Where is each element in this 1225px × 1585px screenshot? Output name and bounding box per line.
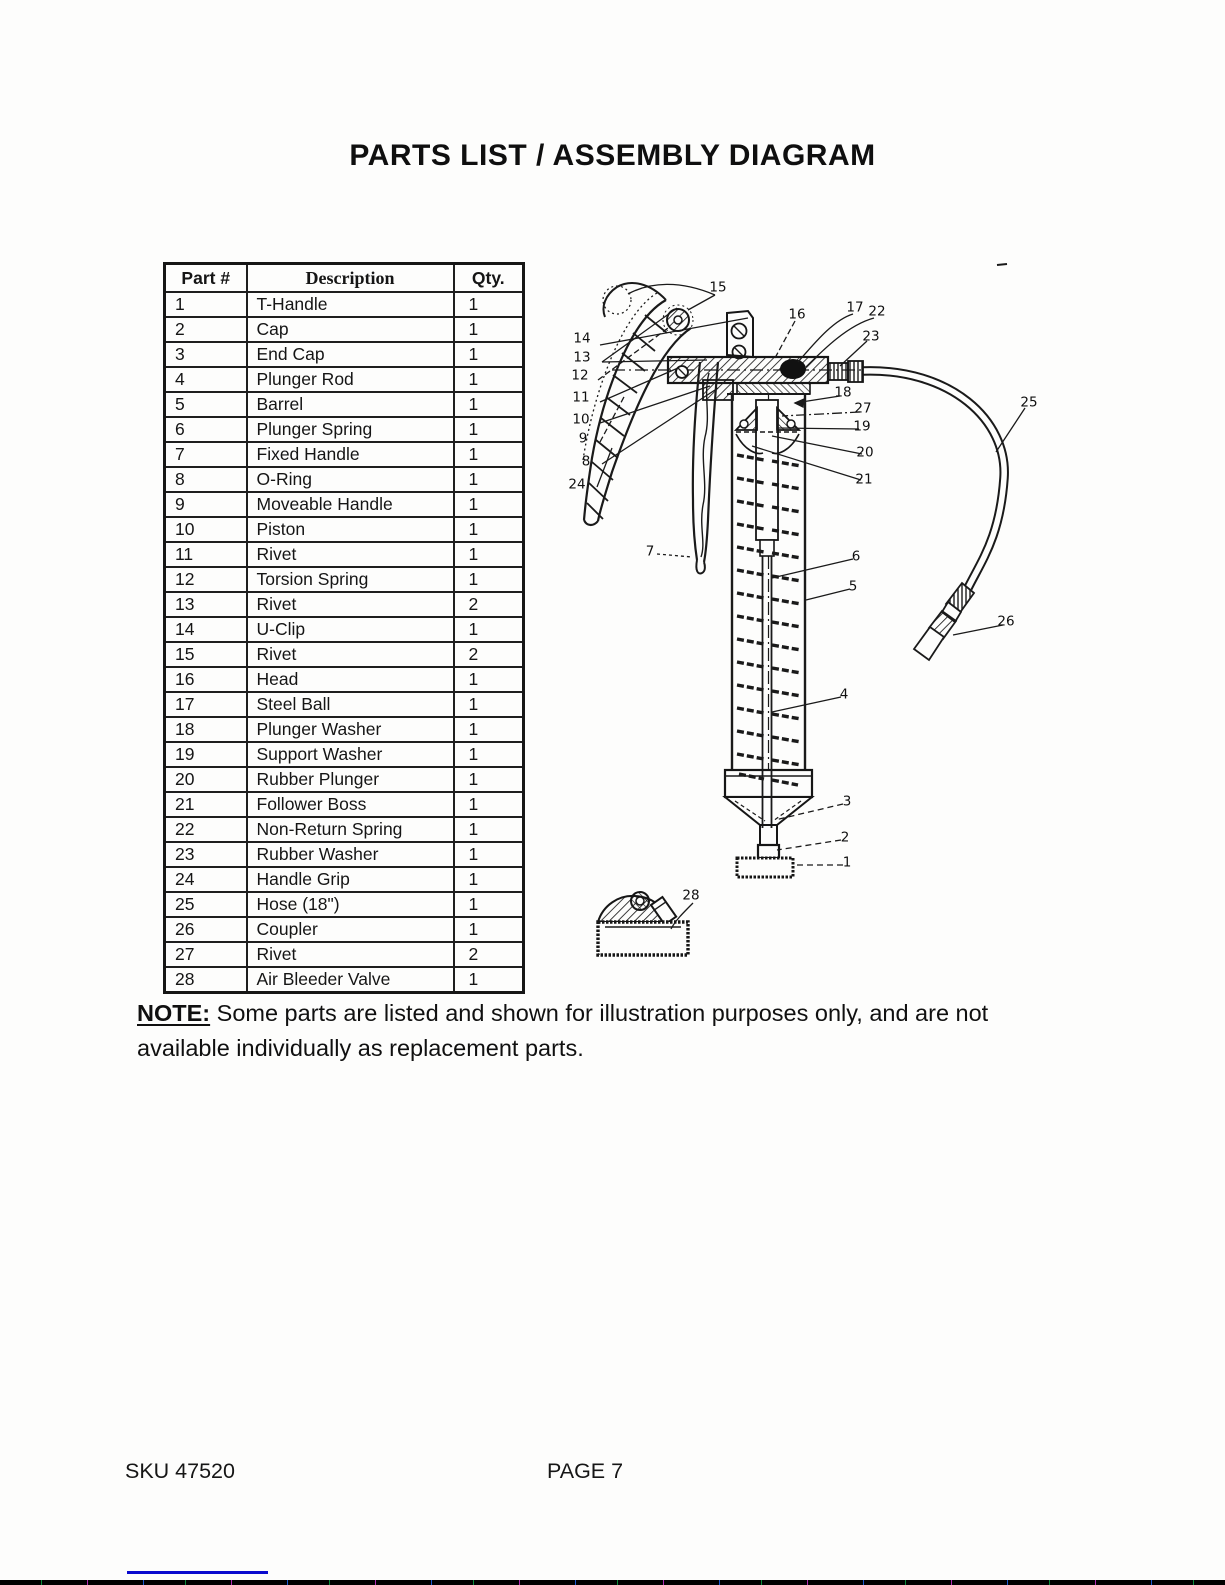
part-number-cell: 23 (165, 842, 247, 867)
qty-cell: 1 (454, 467, 524, 492)
description-cell: Follower Boss (247, 792, 454, 817)
description-cell: Non-Return Spring (247, 817, 454, 842)
callout-label-18: 18 (834, 384, 852, 401)
part-number-cell: 25 (165, 892, 247, 917)
table-row (165, 617, 524, 642)
qty-cell: 1 (454, 542, 524, 567)
description-cell: Coupler (247, 917, 454, 942)
part-number-cell: 11 (165, 542, 247, 567)
table-row (165, 467, 524, 492)
callout-label-15: 15 (709, 279, 727, 296)
table-row (165, 742, 524, 767)
description-cell: Fixed Handle (247, 442, 454, 467)
callout-label-4: 4 (839, 686, 849, 703)
part-number-cell: 1 (165, 292, 247, 317)
table-row (165, 717, 524, 742)
piston-block (703, 380, 733, 400)
description-cell: End Cap (247, 342, 454, 367)
callout-label-22: 22 (868, 303, 886, 320)
table-row (165, 817, 524, 842)
qty-cell: 2 (454, 592, 524, 617)
qty-cell: 1 (454, 617, 524, 642)
note-label: NOTE: (137, 1000, 211, 1026)
table-row (165, 667, 524, 692)
description-cell: Rubber Washer (247, 842, 454, 867)
table-row (165, 317, 524, 342)
hose (863, 371, 1004, 588)
column-header-description: Description (247, 264, 454, 293)
table-row (165, 492, 524, 517)
part-number-cell: 6 (165, 417, 247, 442)
callout-label-9: 9 (578, 430, 588, 447)
description-cell: Barrel (247, 392, 454, 417)
qty-cell: 1 (454, 742, 524, 767)
table-row (165, 692, 524, 717)
table-row (165, 367, 524, 392)
qty-cell: 2 (454, 642, 524, 667)
callout-label-12: 12 (571, 367, 589, 384)
steel-ball (780, 359, 806, 379)
table-row (165, 392, 524, 417)
description-cell: Rivet (247, 592, 454, 617)
table-row (165, 942, 524, 967)
qty-cell: 1 (454, 892, 524, 917)
callout-label-24: 24 (568, 476, 586, 493)
callout-label-7: 7 (645, 543, 655, 560)
part-number-cell: 18 (165, 717, 247, 742)
handle-bracket (727, 311, 753, 359)
footer-sku: SKU 47520 (125, 1459, 235, 1483)
part-number-cell: 28 (165, 967, 247, 993)
qty-cell: 1 (454, 867, 524, 892)
description-cell: O-Ring (247, 467, 454, 492)
description-cell: Steel Ball (247, 692, 454, 717)
callout-label-26: 26 (997, 613, 1015, 630)
callout-label-3: 3 (842, 793, 852, 810)
part-number-cell: 21 (165, 792, 247, 817)
callout-label-2: 2 (840, 829, 850, 846)
column-header-part: Part # (165, 264, 247, 293)
part-number-cell: 9 (165, 492, 247, 517)
qty-cell: 1 (454, 517, 524, 542)
part-number-cell: 20 (165, 767, 247, 792)
ink-mark (127, 1571, 268, 1574)
part-number-cell: 8 (165, 467, 247, 492)
coupler (914, 583, 974, 660)
page-title: PARTS LIST / ASSEMBLY DIAGRAM (349, 139, 876, 172)
description-cell: Handle Grip (247, 867, 454, 892)
part-number-cell: 16 (165, 667, 247, 692)
qty-cell: 1 (454, 292, 524, 317)
qty-cell: 1 (454, 567, 524, 592)
fixed-handle (676, 362, 733, 573)
table-row (165, 892, 524, 917)
part-number-cell: 3 (165, 342, 247, 367)
head-flange (737, 383, 810, 394)
scan-speck (997, 264, 1007, 265)
hose-thread (848, 361, 863, 382)
part-number-cell: 2 (165, 317, 247, 342)
table-row (165, 292, 524, 317)
table-row (165, 417, 524, 442)
assembly-diagram-drawing (545, 255, 1055, 965)
qty-cell: 1 (454, 317, 524, 342)
qty-cell: 1 (454, 442, 524, 467)
assembly-diagram (545, 255, 1055, 965)
table-row (165, 592, 524, 617)
part-number-cell: 14 (165, 617, 247, 642)
part-number-cell: 13 (165, 592, 247, 617)
callout-label-17: 17 (846, 299, 864, 316)
description-cell: Rubber Plunger (247, 767, 454, 792)
description-cell: Piston (247, 517, 454, 542)
table-row (165, 767, 524, 792)
description-cell: Cap (247, 317, 454, 342)
qty-cell: 1 (454, 342, 524, 367)
hose-nipple (828, 363, 848, 380)
description-cell: Support Washer (247, 742, 454, 767)
qty-cell: 1 (454, 967, 524, 993)
callout-label-6: 6 (851, 548, 861, 565)
moveable-handle (583, 283, 693, 525)
table-row (165, 967, 524, 993)
callout-label-21: 21 (855, 471, 873, 488)
callout-label-13: 13 (573, 349, 591, 366)
qty-cell: 1 (454, 367, 524, 392)
part-number-cell: 4 (165, 367, 247, 392)
plunger-rod (756, 400, 778, 828)
scan-edge-artifact (0, 1580, 1225, 1585)
callout-label-5: 5 (848, 578, 858, 595)
callout-label-10: 10 (572, 411, 590, 428)
part-number-cell: 5 (165, 392, 247, 417)
table-row (165, 517, 524, 542)
qty-cell: 1 (454, 767, 524, 792)
callout-label-19: 19 (853, 418, 871, 435)
footer-page-number: PAGE 7 (547, 1459, 624, 1483)
table-row (165, 642, 524, 667)
qty-cell: 1 (454, 392, 524, 417)
table-row (165, 867, 524, 892)
description-cell: Torsion Spring (247, 567, 454, 592)
part-number-cell: 22 (165, 817, 247, 842)
t-handle (737, 858, 793, 877)
qty-cell: 2 (454, 942, 524, 967)
part-number-cell: 17 (165, 692, 247, 717)
table-row (165, 792, 524, 817)
qty-cell: 1 (454, 667, 524, 692)
table-header-row (165, 264, 524, 293)
description-cell: Plunger Rod (247, 367, 454, 392)
part-number-cell: 15 (165, 642, 247, 667)
description-cell: Rivet (247, 942, 454, 967)
qty-cell: 1 (454, 717, 524, 742)
parts-list-table (163, 262, 525, 994)
table-row (165, 917, 524, 942)
callout-label-1: 1 (842, 854, 852, 871)
end-cap (725, 797, 812, 825)
description-cell: Plunger Spring (247, 417, 454, 442)
qty-cell: 1 (454, 792, 524, 817)
note-paragraph (137, 996, 1037, 1066)
table-row (165, 842, 524, 867)
part-number-cell: 12 (165, 567, 247, 592)
description-cell: Hose (18") (247, 892, 454, 917)
callout-label-14: 14 (573, 330, 591, 347)
description-cell: T-Handle (247, 292, 454, 317)
description-cell: U-Clip (247, 617, 454, 642)
part-number-cell: 19 (165, 742, 247, 767)
qty-cell: 1 (454, 492, 524, 517)
part-number-cell: 26 (165, 917, 247, 942)
callout-label-11: 11 (572, 389, 590, 406)
callout-label-25: 25 (1020, 394, 1038, 411)
description-cell: Air Bleeder Valve (247, 967, 454, 993)
description-cell: Plunger Washer (247, 717, 454, 742)
part-number-cell: 27 (165, 942, 247, 967)
qty-cell: 1 (454, 842, 524, 867)
callout-label-28: 28 (682, 887, 700, 904)
callout-label-8: 8 (581, 453, 591, 470)
description-cell: Rivet (247, 642, 454, 667)
description-cell: Head (247, 667, 454, 692)
callout-label-27: 27 (854, 400, 872, 417)
qty-cell: 1 (454, 692, 524, 717)
table-row (165, 442, 524, 467)
callout-label-20: 20 (856, 444, 874, 461)
description-cell: Moveable Handle (247, 492, 454, 517)
column-header-qty: Qty. (454, 264, 524, 293)
table-row (165, 542, 524, 567)
part-number-cell: 7 (165, 442, 247, 467)
qty-cell: 1 (454, 917, 524, 942)
part-number-cell: 10 (165, 517, 247, 542)
description-cell: Rivet (247, 542, 454, 567)
qty-cell: 1 (454, 417, 524, 442)
cap (758, 845, 779, 858)
callout-label-23: 23 (862, 328, 880, 345)
part-number-cell: 24 (165, 867, 247, 892)
qty-cell: 1 (454, 817, 524, 842)
table-row (165, 342, 524, 367)
callout-label-16: 16 (788, 306, 806, 323)
table-row (165, 567, 524, 592)
note-text: Some parts are listed and shown for illustration purposes only, and are not available individually as replacement parts. (137, 1000, 989, 1061)
